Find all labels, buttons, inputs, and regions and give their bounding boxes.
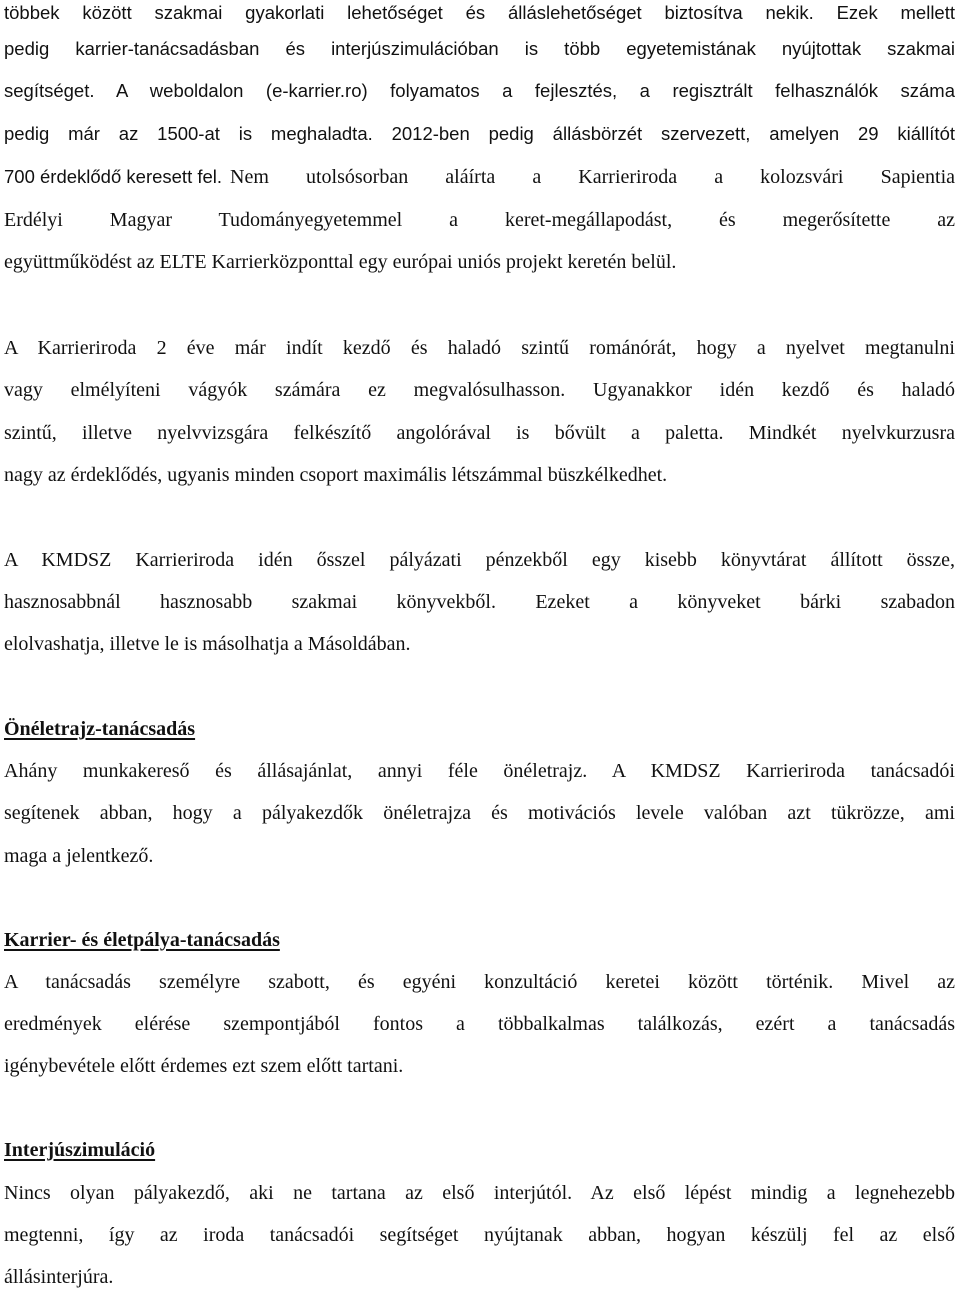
language-line-2: vagy elmélyíteni vágyók számára ez megvalósulhasson. Ugyanakkor idén kezdő és haladó xyxy=(4,379,955,401)
career-line-1: A tanácsadás személyre szabott, és egyéni konzultáció keretei között történik. Mivel az xyxy=(4,971,955,993)
intro-line-2: pedig karrier-tanácsadásban és interjúszimulációban is több egyetemistának nyújtottak szakmai xyxy=(4,38,955,59)
language-line-3: szintű, illetve nyelvvizsgára felkészítő angolórával is bővült a paletta. Mindkét nyelvkurzusra xyxy=(4,422,955,444)
language-line-4: nagy az érdeklődés, ugyanis minden csoport maximális létszámmal büszkélkedhet. xyxy=(4,464,668,486)
library-line-3: elolvashatja, illetve le is másolhatja a Másoldában. xyxy=(4,633,411,655)
section-heading-cv: Önéletrajz-tanácsadás xyxy=(4,718,196,740)
library-line-1: A KMDSZ Karrieriroda idén ősszel pályázati pénzekből egy kisebb könyvtárat állított össze, xyxy=(4,549,955,571)
cv-line-1: Ahány munkakereső és állásajánlat, annyi féle önéletrajz. A KMDSZ Karrieriroda tanácsadói xyxy=(4,760,955,782)
interview-line-3: állásinterjúra. xyxy=(4,1266,114,1288)
section-heading-career: Karrier- és életpálya-tanácsadás xyxy=(4,929,280,951)
intro-line-5-start: 700 érdeklődő keresett fel. xyxy=(4,166,223,187)
interview-line-2: megtenni, így az iroda tanácsadói segítséget nyújtanak abban, hogyan készülj fel az első xyxy=(4,1224,955,1246)
library-line-2: hasznosabbnál hasznosabb szakmai könyvekből. Ezeket a könyveket bárki szabadon xyxy=(4,591,955,613)
intro-line-3: segítséget. A weboldalon (e-karrier.ro) folyamatos a fejlesztés, a regisztrált felhasználók száma xyxy=(4,80,955,101)
intro-line-5 xyxy=(4,162,955,192)
interview-line-1: Nincs olyan pályakezdő, aki ne tartana az első interjútól. Az első lépést mindig a legnehezebb xyxy=(4,1182,955,1204)
intro-line-1: többek között szakmai gyakorlati lehetőséget és álláslehetőséget biztosítva nekik. Ezek mellett xyxy=(4,2,955,23)
cv-line-2: segítenek abban, hogy a pályakezdők önéletrajza és motivációs levele valóban azt tükrözze, ami xyxy=(4,802,955,824)
intro-line-5-end: Nem utolsósorban aláírta a Karrieriroda a kolozsvári Sapientia xyxy=(230,166,955,188)
language-line-1: A Karrieriroda 2 éve már indít kezdő és haladó szintű románórát, hogy a nyelvet megtanulni xyxy=(4,337,955,359)
intro-line-7: együttműködést az ELTE Karrierközponttal egy európai uniós projekt keretén belül. xyxy=(4,251,677,273)
intro-line-6: Erdélyi Magyar Tudományegyetemmel a keret-megállapodást, és megerősítette az xyxy=(4,209,955,231)
intro-line-4: pedig már az 1500-at is meghaladta. 2012-ben pedig állásbörzét szervezett, amelyen 29 kiállítót xyxy=(4,123,955,144)
section-heading-interview: Interjúszimuláció xyxy=(4,1139,156,1161)
cv-line-3: maga a jelentkező. xyxy=(4,845,154,867)
career-line-3: igénybevétele előtt érdemes ezt szem előtt tartani. xyxy=(4,1055,404,1077)
career-line-2: eredmények elérése szempontjából fontos a többalkalmas találkozás, ezért a tanácsadás xyxy=(4,1013,955,1035)
